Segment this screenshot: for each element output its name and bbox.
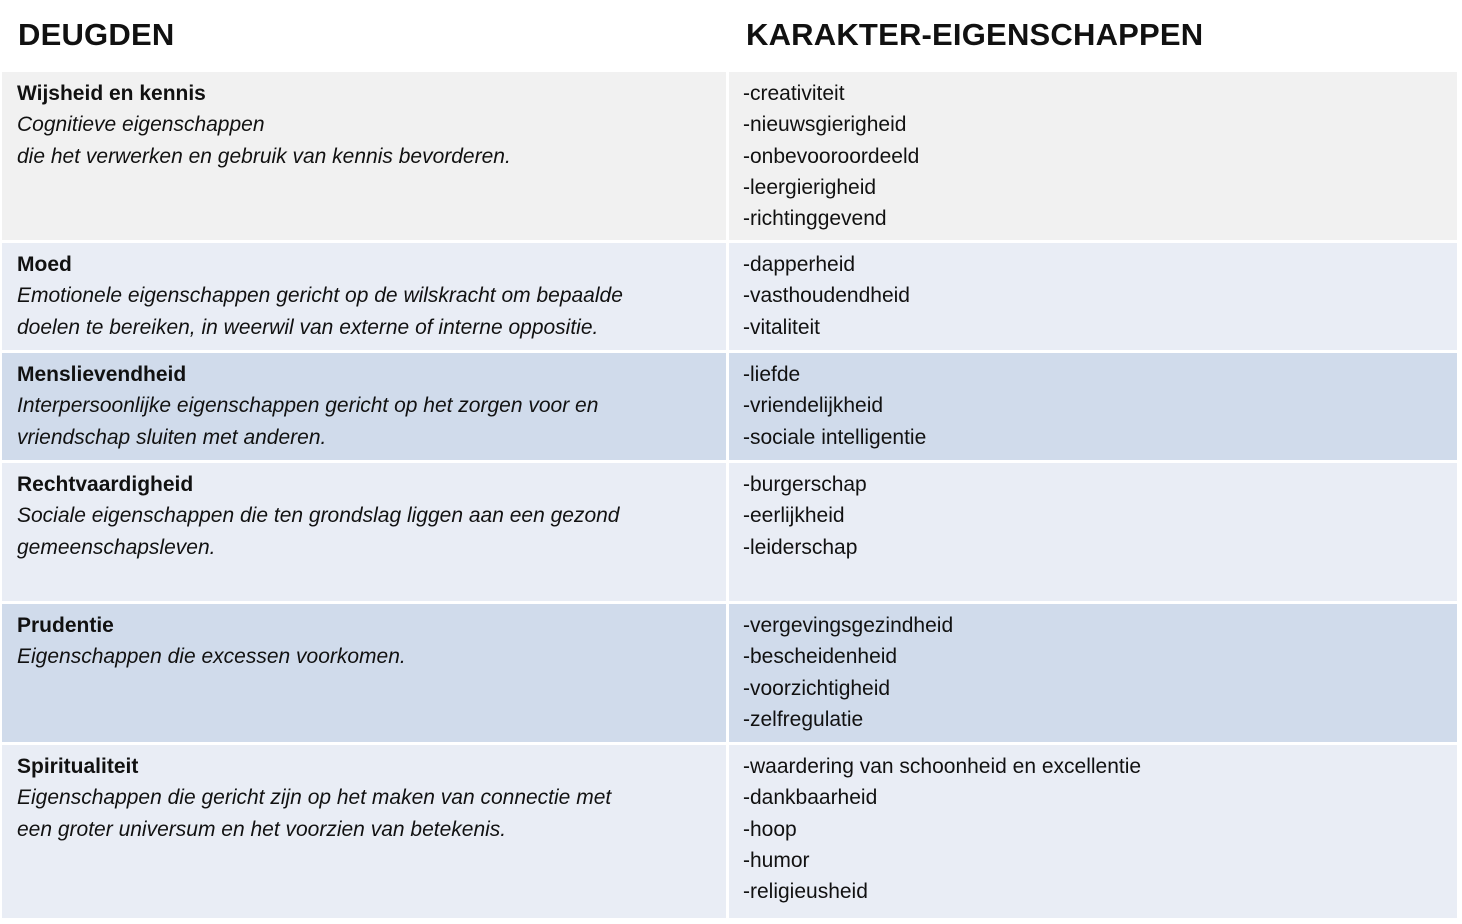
- table-header: [0, 0, 1462, 72]
- virtue-description-line: doelen te bereiken, in weerwil van externe of interne oppositie.: [17, 315, 599, 339]
- trait-item: -dankbaarheid: [743, 786, 878, 810]
- trait-item: -dapperheid: [743, 253, 856, 276]
- virtue-description-line: Sociale eigenschappen die ten grondslag liggen aan een gezond: [17, 504, 620, 528]
- virtue-cell: [2, 243, 729, 350]
- traits-cell: [729, 353, 1457, 460]
- virtue-cell: [2, 463, 729, 601]
- column-header-deugden: DEUGDEN: [18, 17, 175, 52]
- table-row: [2, 745, 1457, 918]
- virtue-description-line: vriendschap sluiten met anderen.: [17, 425, 327, 449]
- virtues-table: [2, 72, 1457, 918]
- table-row: [2, 243, 1457, 353]
- virtue-description-line: gemeenschapsleven.: [17, 535, 216, 559]
- virtue-description-line: Cognitieve eigenschappen: [17, 113, 265, 137]
- table-row: [2, 72, 1457, 243]
- virtue-description-line: een groter universum en het voorzien van betekenis.: [17, 817, 507, 841]
- trait-item: -richtinggevend: [743, 207, 887, 231]
- virtue-description-line: Eigenschappen die gericht zijn op het maken van connectie met: [17, 786, 612, 810]
- virtue-description-line: Interpersoonlijke eigenschappen gericht op het zorgen voor en: [17, 394, 599, 418]
- virtue-title: Rechtvaardigheid: [17, 473, 194, 496]
- trait-item: -bescheidenheid: [743, 645, 898, 669]
- traits-cell: [729, 72, 1457, 240]
- virtue-cell: [2, 72, 729, 240]
- virtue-cell: [2, 745, 729, 918]
- trait-item: -zelfregulatie: [743, 707, 864, 731]
- table-row: [2, 604, 1457, 745]
- trait-item: -leergierigheid: [743, 175, 877, 199]
- trait-item: -vitaliteit: [743, 315, 821, 339]
- trait-item: -onbevooroordeeld: [743, 144, 920, 168]
- trait-item: -sociale intelligentie: [743, 425, 927, 449]
- virtue-title: Moed: [17, 253, 72, 276]
- trait-item: -voorzichtigheid: [743, 676, 891, 700]
- traits-cell: [729, 604, 1457, 742]
- trait-item: -humor: [743, 848, 810, 872]
- trait-item: -eerlijkheid: [743, 504, 845, 528]
- traits-cell: [729, 745, 1457, 918]
- virtue-description-line: Emotionele eigenschappen gericht op de wilskracht om bepaalde: [17, 284, 623, 308]
- virtue-cell: [2, 353, 729, 460]
- traits-cell: [729, 243, 1457, 350]
- trait-item: -creativiteit: [743, 82, 845, 105]
- trait-item: -vriendelijkheid: [743, 394, 884, 418]
- virtue-title: Spiritualiteit: [17, 755, 139, 778]
- virtue-title: Wijsheid en kennis: [17, 82, 206, 105]
- column-header-karakter-eigenschappen: KARAKTER-EIGENSCHAPPEN: [746, 17, 1204, 52]
- trait-item: -waardering van schoonheid en excellentie: [743, 755, 1142, 778]
- trait-item: -nieuwsgierigheid: [743, 113, 907, 137]
- trait-item: -vergevingsgezindheid: [743, 614, 954, 637]
- trait-item: -religieusheid: [743, 880, 868, 904]
- table-row: [2, 353, 1457, 463]
- table-row: [2, 463, 1457, 604]
- trait-item: -vasthoudendheid: [743, 284, 910, 308]
- trait-item: -liefde: [743, 363, 801, 386]
- virtue-description-line: Eigenschappen die excessen voorkomen.: [17, 645, 406, 669]
- virtue-title: Menslievendheid: [17, 363, 187, 386]
- trait-item: -hoop: [743, 817, 797, 841]
- traits-cell: [729, 463, 1457, 601]
- trait-item: -burgerschap: [743, 473, 867, 496]
- virtue-title: Prudentie: [17, 614, 114, 637]
- virtue-cell: [2, 604, 729, 742]
- trait-item: -leiderschap: [743, 535, 858, 559]
- virtue-description-line: die het verwerken en gebruik van kennis bevorderen.: [17, 144, 511, 168]
